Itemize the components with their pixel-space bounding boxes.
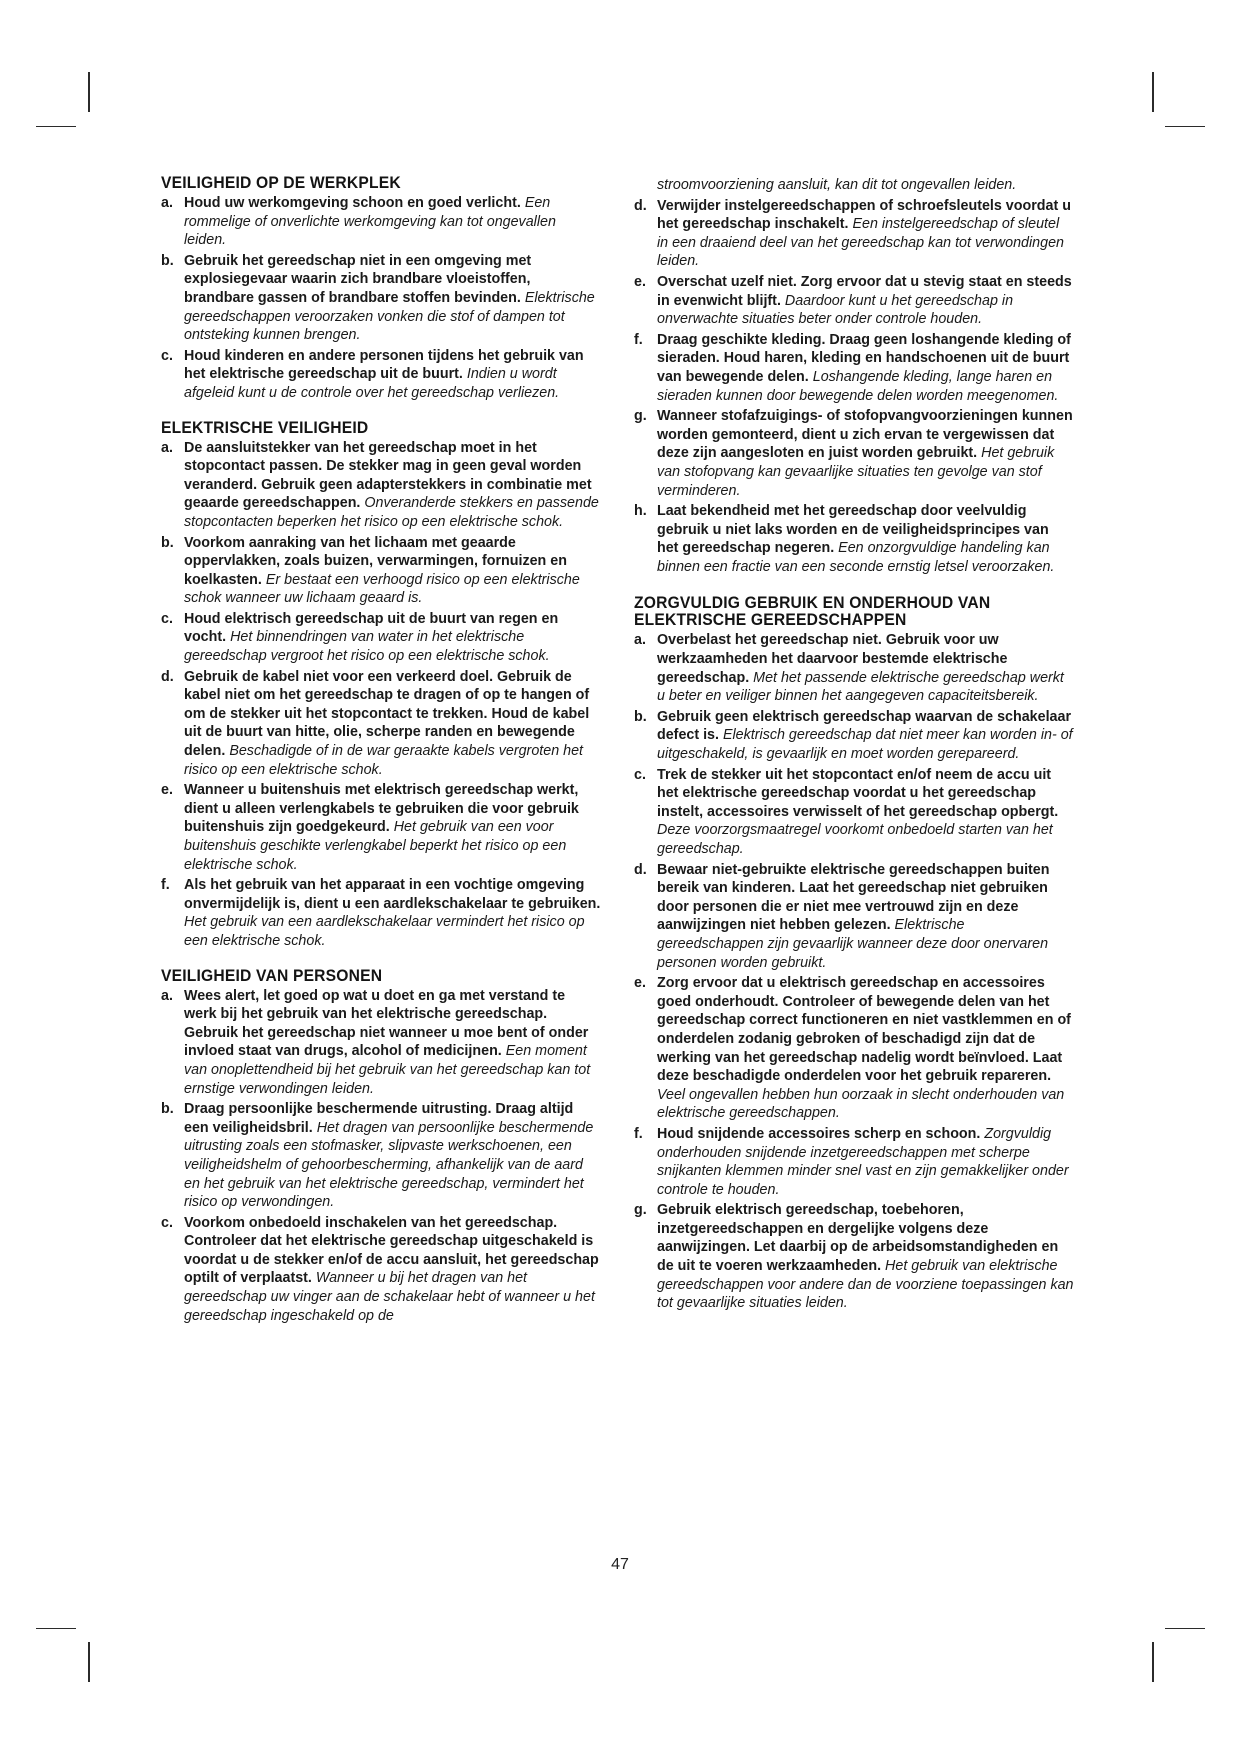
item-label: d. [161,668,174,685]
item-label: d. [634,197,647,214]
list-item [161,1214,601,1326]
item-instruction: Gebruik het gereedschap niet in een omgeving met explosiegevaar waarin zich brandbare vloeistoffen, brandbare gassen of brandbare stoffen bevinden. [184,252,532,306]
item-label: b. [634,708,647,725]
item-instruction: Draag geschikte kleding. Draag geen loshangende kleding of sieraden. Houd haren, kleding en handschoenen uit de buurt van bewegende delen. [657,331,1071,385]
list-item [161,194,601,250]
item-explanation: Onveranderde stekkers en passende stopcontacten beperken het risico op een elektrische schok. [184,495,599,530]
item-label: a. [161,987,173,1004]
crop-mark [1152,1642,1154,1682]
item-explanation: Er bestaat een verhoogd risico op een elektrische schok wanneer uw lichaam geaard is. [184,571,580,607]
item-label: c. [634,766,646,783]
item-explanation: Zorgvuldig onderhouden snijdende inzetgereedschappen met scherpe snijkanten klemmen minder snel vast en zijn gemakkelijker onder controle te houden. [657,1125,1069,1198]
item-instruction: Overschat uzelf niet. Zorg ervoor dat u stevig staat en steeds in evenwicht blijft. [657,273,1072,309]
item-instruction: Wees alert, let goed op wat u doet en ga met verstand te werk bij het gebruik van het elektrische gereedschap. Gebruik het gereedschap niet wanneer u moe bent of onder invloed staat van drugs, alcohol of medicijnen. [184,987,589,1060]
item-label: b. [161,534,174,551]
item-label: e. [634,273,646,290]
continuation-text: stroomvoorziening aansluit, kan dit tot ongevallen leiden. [657,177,1017,193]
item-label: a. [161,439,173,456]
list-item [161,534,601,608]
item-label: d. [634,861,647,878]
item-explanation: Het gebruik van een aardlekschakelaar vermindert het risico op een elektrische schok. [184,914,585,949]
list-item [161,347,601,403]
item-explanation: Het gebruik van een voor buitenshuis geschikte verlengkabel beperkt het risico op een elektrische schok. [184,819,567,873]
list-item [161,252,601,345]
item-explanation: Met het passende elektrische gereedschap werkt u beter en veiliger binnen het aangegeven capaciteitsbereik. [657,669,1064,705]
item-explanation: Veel ongevallen hebben hun oorzaak in slecht onderhouden van elektrische gereedschappen. [657,1086,1065,1122]
item-instruction: Gebruik elektrisch gereedschap, toebehoren, inzetgereedschappen en dergelijke volgens deze aanwijzingen. Let daarbij op de arbeidsomstandigheden en de uit te voeren werkzaamheden. [657,1202,1059,1275]
item-explanation: Het gebruik van stofopvang kan gevaarlijke situaties ten gevolge van stof verminderen. [657,445,1055,499]
item-instruction: Voorkom aanraking van het lichaam met geaarde oppervlakken, zoals buizen, verwarmingen, fornuizen en koelkasten. [184,534,567,588]
list-item [634,631,1074,705]
item-instruction: Gebruik geen elektrisch gereedschap waarvan de schakelaar defect is. [657,708,1072,744]
item-explanation: Beschadigde of in de war geraakte kabels vergroten het risico op een elektrische schok. [184,743,583,778]
item-label: a. [161,195,173,211]
list-item [634,502,1074,576]
list-item [161,781,601,874]
item-instruction: Gebruik de kabel niet voor een verkeerd doel. Gebruik de kabel niet om het gereedschap te dragen of op te hangen of om de stekker uit het stopcontact te trekken. Houd de kabel uit de buurt van hitte, olie, scherpe randen en bewegende delen. [184,668,590,760]
item-explanation: Het gebruik van elektrische gereedschappen voor andere dan de voorziene toepassingen kan tot gevaarlijke situaties leiden. [657,1258,1074,1312]
list-item [634,708,1074,764]
item-explanation: Deze voorzorgsmaatregel voorkomt onbedoeld starten van het gereedschap. [657,822,1053,857]
list-item [161,668,601,780]
item-explanation: Wanneer u bij het dragen van het gereedschap uw vinger aan de schakelaar hebt of wanneer u het gereedschap ingeschakeld op de [184,1270,595,1324]
list-item [161,610,601,666]
item-instruction: Houd kinderen en andere personen tijdens het gebruik van het elektrische gereedschap uit de buurt. [184,347,584,383]
item-instruction: Houd snijdende accessoires scherp en schoon. [657,1125,981,1142]
section-title: VEILIGHEID OP DE WERKPLEK [161,173,401,192]
section-careful-use [634,594,1074,1312]
item-label: f. [634,1125,643,1142]
item-explanation: Elektrische gereedschappen veroorzaken vonken die stof of dampen tot ontsteking kunnen brengen. [184,289,595,344]
list-item [161,1100,601,1212]
crop-mark [1152,72,1154,112]
item-instruction: Bewaar niet-gebruikte elektrische gereedschappen buiten bereik van kinderen. Laat het gereedschap niet gebruiken door personen die er niet mee vertrouwd zijn en deze aanwijzingen niet hebben gelezen. [657,861,1050,934]
item-label: f. [634,331,643,348]
item-label: e. [634,975,646,992]
list-item [161,439,601,532]
item-explanation: Daardoor kunt u het gereedschap in onverwachte situaties beter onder controle houden. [657,292,1014,328]
list-item [634,331,1074,405]
crop-mark [88,72,90,112]
list-item [161,876,601,950]
item-instruction: Draag persoonlijke beschermende uitrusting. Draag altijd een veiligheidsbril. [184,1101,574,1136]
section-title: VEILIGHEID VAN PERSONEN [161,965,383,985]
item-instruction: Trek de stekker uit het stopcontact en/of neem de accu uit het elektrische gereedschap voordat u het gereedschap instelt, accessoires verwisselt of het gereedschap opbergt. [657,766,1059,820]
crop-mark [1165,1628,1205,1629]
right-column [634,176,1074,1329]
list-item [634,197,1074,271]
item-label: c. [161,347,173,364]
crop-mark [88,1642,90,1682]
item-label: c. [161,1214,173,1231]
item-explanation: Loshangende kleding, lange haren en sieraden kunnen door bewegende delen worden meegenomen. [657,368,1059,404]
item-instruction: Zorg ervoor dat u elektrisch gereedschap en accessoires goed onderhoudt. Controleer of bewegende delen van het gereedschap correct functioneren en niet vastklemmen en of onderdelen zodanig gebroken of beschadigd zijn dat de werking van het gereedschap nadelig wordt beïnvloed. Laat deze beschadigde onderdelen voor het gebruik repareren. [657,975,1071,1085]
item-instruction: Als het gebruik van het apparaat in een vochtige omgeving onvermijdelijk is, dient u een aardlekschakelaar te gebruiken. [184,877,601,912]
item-label: e. [161,782,173,799]
section-title: ELEKTRISCHE VEILIGHEID [161,417,369,437]
item-label: c. [161,610,173,627]
list-item [634,273,1074,329]
section-workplace-safety [161,174,601,403]
list-item [634,766,1074,859]
item-explanation: Het binnendringen van water in het elektrische gereedschap vergroot het risico op een elektrische schok. [184,629,550,665]
list-item [634,1125,1074,1199]
crop-mark [36,1628,76,1629]
item-instruction: Houd uw werkomgeving schoon en goed verlicht. [184,195,521,211]
item-label: b. [161,1101,174,1118]
crop-mark [36,126,76,127]
item-explanation: Een rommelige of onverlichte werkomgeving kan tot ongevallen leiden. [184,195,556,249]
item-label: f. [161,877,170,894]
list-item [634,407,1074,500]
item-explanation: Elektrisch gereedschap dat niet meer kan worden in- of uitgeschakeld, is gevaarlijk en moet worden gerepareerd. [657,727,1073,763]
list-item [161,987,601,1099]
item-instruction: Wanneer u buitenshuis met elektrisch gereedschap werkt, dient u alleen verlengkabels te gebruiken die voor gebruik buitenshuis zijn goedgekeurd. [184,782,579,836]
item-instruction: Laat bekendheid met het gereedschap door veelvuldig gebruik u niet laks worden en de veiligheidsprincipes van het gereedschap negeren. [657,503,1049,557]
list-item [634,1201,1074,1313]
item-explanation: Indien u wordt afgeleid kunt u de controle over het gereedschap verliezen. [184,366,560,401]
item-explanation: Het dragen van persoonlijke beschermende uitrusting zoals een stofmasker, slipvaste werkschoenen, een veiligheidshelm of gehoorbescherming, afhankelijk van de aard en het gebruik van het elektrische gereedschap, vermindert het risico op verwondingen. [184,1119,594,1211]
item-explanation: Een instelgereedschap of sleutel in een draaiend deel van het gereedschap kan tot verwondingen leiden. [657,216,1064,270]
crop-mark [1165,126,1205,127]
item-explanation: Een onzorgvuldige handeling kan binnen een fractie van een seconde ernstig letsel veroorzaken. [657,540,1055,575]
item-label: g. [634,1202,647,1219]
item-explanation: Elektrische gereedschappen zijn gevaarlijk wanneer deze door onervaren personen worden gebruikt. [657,917,1049,971]
item-label: h. [634,503,647,520]
item-label: b. [161,252,174,269]
page-number: 47 [611,1556,629,1573]
item-explanation: Een moment van onoplettendheid bij het gebruik van het gereedschap kan tot ernstige verwondingen leiden. [184,1043,591,1097]
item-instruction: Verwijder instelgereedschappen of schroefsleutels voordat u het gereedschap inschakelt. [657,197,1071,233]
left-column [161,174,601,1341]
list-item [634,861,1074,973]
item-instruction: Wanneer stofafzuigings- of stofopvangvoorzieningen kunnen worden gemonteerd, dient u zich ervan te vergewissen dat deze zijn aangesloten en juist worden gebruikt. [657,408,1073,462]
item-instruction: De aansluitstekker van het gereedschap moet in het stopcontact passen. De stekker mag in geen geval worden veranderd. Gebruik geen adapterstekkers in combinatie met geaarde gereedschappen. [184,439,592,512]
item-label: g. [634,408,647,425]
item-instruction: Overbelast het gereedschap niet. Gebruik voor uw werkzaamheden het daarvoor bestemde elektrische gereedschap. [657,632,1008,686]
section-personal-safety [161,967,601,1326]
item-instruction: Voorkom onbedoeld inschakelen van het gereedschap. Controleer dat het elektrische gereedschap uitgeschakeld is voordat u de stekker en/of de accu aansluit, het gereedschap optilt of verplaatst. [184,1214,599,1287]
section-title: ZORGVULDIG GEBRUIK EN ONDERHOUD VAN ELEKTRISCHE GEREEDSCHAPPEN [634,593,991,630]
list-item [634,974,1074,1123]
item-instruction: Houd elektrisch gereedschap uit de buurt van regen en vocht. [184,610,559,646]
section-electrical-safety [161,419,601,951]
item-label: a. [634,632,646,649]
